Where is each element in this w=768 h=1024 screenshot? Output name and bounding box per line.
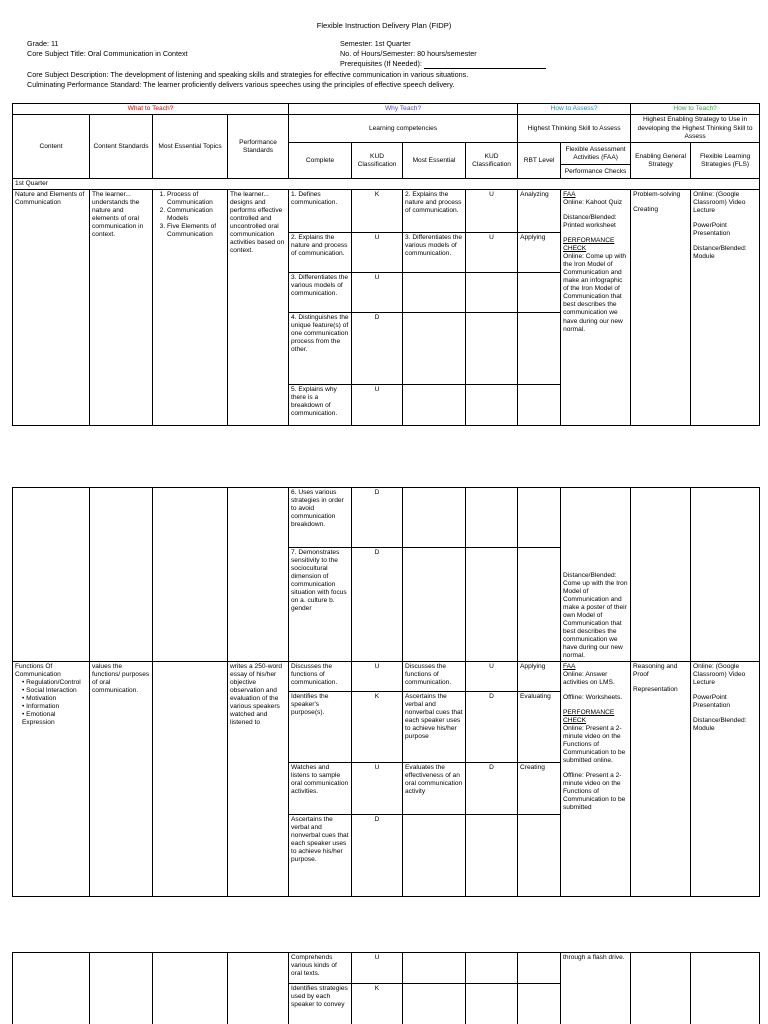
competency-complete: Discusses the functions of communication.: [289, 662, 352, 692]
empty-cell: [403, 548, 466, 662]
empty-cell: [403, 488, 466, 548]
unit2-content: [13, 662, 90, 897]
performance-check-label: PERFORMANCE CHECK: [563, 237, 615, 253]
header-most-essential: Most Essential: [403, 143, 466, 179]
empty-cell: [90, 953, 153, 1024]
fls-item: Distance/Blended: Module: [693, 245, 747, 261]
kud-value: K: [352, 692, 403, 763]
empty-cell: [153, 953, 228, 1024]
fls-item: PowerPoint Presentation: [693, 222, 731, 238]
competency-complete: 1. Defines communication.: [289, 190, 352, 233]
empty-cell: [518, 984, 561, 1024]
empty-cell: [631, 488, 691, 662]
competency-complete: Identifies the speaker's purpose(s).: [289, 692, 352, 763]
performance-check-label: PERFORMANCE CHECK: [563, 709, 615, 725]
empty-cell: [153, 662, 228, 897]
band-why: Why Teach?: [289, 104, 518, 115]
content-item: • Emotional Expression: [22, 711, 56, 727]
unit1-assessment: [561, 190, 631, 426]
header-learning-competencies: Learning competencies: [289, 115, 518, 143]
fidp-table-page3: [12, 952, 760, 1024]
kud-value: U: [352, 662, 403, 692]
empty-cell: [631, 953, 691, 1024]
unit1-content: Nature and Elements of Communication: [13, 190, 90, 426]
competency-essential: 2. Explains the nature and process of communication.: [403, 190, 466, 233]
header-highest-strategy: Highest Enabling Strategy to Use in developing the Highest Thinking Skill to Assess: [631, 115, 760, 143]
header-complete: Complete: [289, 143, 352, 179]
header-content: Content: [13, 115, 90, 179]
kud-value: U: [352, 953, 403, 984]
competency-complete: Watches and listens to sample oral communication activities.: [289, 763, 352, 815]
band-assess: How to Assess?: [518, 104, 631, 115]
topic-item: 2. Communication Models: [167, 207, 225, 223]
unit1-standard: The learner... understands the nature and elements of oral communication in context.: [90, 190, 153, 426]
core-subject-description: Core Subject Description: The development of listening and speaking skills and strategies for effective communication in various situations.: [27, 70, 469, 79]
kud-value: K: [352, 984, 403, 1024]
kud-value: D: [352, 488, 403, 548]
empty-cell: [466, 953, 518, 984]
content-item: • Regulation/Control: [22, 679, 81, 687]
unit1-performance: The learner... designs and performs effective controlled and uncontrolled oral communication activities based on context.: [228, 190, 289, 426]
fls-item: Distance/Blended: Module: [693, 717, 747, 733]
grade: Grade: 11: [27, 39, 59, 48]
faa-online: Online: Answer activities on LMS.: [563, 671, 615, 687]
document-title: Flexible Instruction Delivery Plan (FIDP): [316, 21, 452, 30]
rbt-level: Analyzing: [518, 190, 561, 233]
header-faa: Flexible Assessment Activities (FAA): [561, 143, 631, 165]
fls-item: PowerPoint Presentation: [693, 694, 731, 710]
competency-complete: 2. Explains the nature and process of communication.: [289, 233, 352, 273]
rbt-level: Applying: [518, 662, 561, 692]
competency-complete: Identifies strategies used by each speaker to convey: [289, 984, 352, 1024]
kud-value: U: [352, 385, 403, 426]
kud-value: K: [352, 190, 403, 233]
kud-value: D: [352, 815, 403, 897]
unit2-assessment: [561, 662, 631, 897]
competency-essential: [403, 385, 466, 426]
egs-item: Reasoning and Proof: [633, 663, 678, 679]
rbt-level: Applying: [518, 233, 561, 273]
empty-cell: [518, 548, 561, 662]
rbt-level: Evaluating: [518, 692, 561, 763]
header-performance-checks: Performance Checks: [561, 165, 631, 179]
empty-cell: [466, 984, 518, 1024]
fidp-table-page1: [12, 103, 760, 426]
quarter-label: 1st Quarter: [13, 179, 760, 190]
kud-value: D: [352, 548, 403, 662]
kud-value: [466, 273, 518, 313]
rbt-level: Creating: [518, 763, 561, 815]
empty-cell: [90, 488, 153, 662]
content-item: • Information: [22, 703, 60, 711]
faa-label: FAA: [563, 663, 576, 670]
competency-essential: Evaluates the effectiveness of an oral communication activity: [403, 763, 466, 815]
empty-cell: [403, 953, 466, 984]
hours-per-semester: No. of Hours/Semester: 80 hours/semester: [340, 49, 477, 58]
fidp-table-page2: [12, 487, 760, 897]
kud-value: U: [352, 233, 403, 273]
competency-essential: 3. Differentiates the various models of communication.: [403, 233, 466, 273]
header-egs: Enabling General Strategy: [631, 143, 691, 179]
header-highest-skill: Highest Thinking Skill to Assess: [518, 115, 631, 143]
competency-complete: 4. Distinguishes the unique feature(s) of one communication process from the other.: [289, 313, 352, 385]
empty-cell: [13, 488, 90, 662]
rbt-level: [518, 313, 561, 385]
content-item: • Social Interaction: [22, 687, 77, 695]
empty-cell: [466, 488, 518, 548]
performance-check-blended: Distance/Blended: Come up with the Iron Model of Communication and make a poster of their own Model of Communication that best describes the communication we have during our new normal.: [561, 488, 631, 662]
kud-value: [466, 385, 518, 426]
kud-value: D: [466, 692, 518, 763]
unit1-topics: [153, 190, 228, 426]
topic-item: 3. Five Elements of Communication: [167, 223, 225, 239]
band-what: What to Teach?: [13, 104, 289, 115]
kud-value: U: [466, 190, 518, 233]
empty-cell: [13, 953, 90, 1024]
competency-complete: Comprehends various kinds of oral texts.: [289, 953, 352, 984]
empty-cell: [466, 548, 518, 662]
competency-essential: Discusses the functions of communication.: [403, 662, 466, 692]
kud-value: [466, 815, 518, 897]
egs-item: Representation: [633, 686, 678, 694]
competency-complete: 5. Explains why there is a breakdown of communication.: [289, 385, 352, 426]
competency-complete: 3. Differentiates the various models of communication.: [289, 273, 352, 313]
culminating-standard: Culminating Performance Standard: The learner proficiently delivers various speeches using the principles of effective speech delivery.: [27, 80, 455, 89]
competency-essential: [403, 815, 466, 897]
kud-value: U: [466, 233, 518, 273]
unit1-egs: [631, 190, 691, 426]
unit2-content-title: Functions Of Communication: [15, 663, 61, 679]
rbt-level: [518, 815, 561, 897]
performance-check-online: Online: Come up with the Iron Model of Communication and make an infographic of the Iron Model of Communication that best describes the communication we have during our new normal.: [563, 253, 627, 333]
header-kud-2: KUD Classification: [466, 143, 518, 179]
header-rbt-level: RBT Level: [518, 143, 561, 179]
egs-item: Problem-solving: [633, 191, 681, 199]
competency-essential: [403, 273, 466, 313]
prerequisites: Prerequisites (If Needed):: [340, 60, 546, 69]
unit2-egs: [631, 662, 691, 897]
empty-cell: [518, 953, 561, 984]
kud-value: D: [466, 763, 518, 815]
header-kud: KUD Classification: [352, 143, 403, 179]
fls-item: Online: (Google Classroom) Video Lecture: [693, 191, 746, 215]
content-item: • Motivation: [22, 695, 57, 703]
page3-clip: [0, 950, 768, 1024]
performance-check-online: Online: Present a 2-minute video on the Functions of Communication to be submitted online.: [563, 725, 626, 765]
core-subject-title: Core Subject Title: Oral Communication in Context: [27, 49, 188, 58]
header-performance-standards: Performance Standards: [228, 115, 289, 179]
egs-item: Creating: [633, 206, 659, 214]
empty-cell: [518, 488, 561, 548]
unit2-standard: values the functions/ purposes of oral communication.: [90, 662, 153, 897]
header-content-standards: Content Standards: [90, 115, 153, 179]
empty-cell: [153, 488, 228, 662]
competency-essential: [403, 313, 466, 385]
performance-check-continued: through a flash drive.: [561, 953, 631, 1024]
kud-value: [466, 313, 518, 385]
unit2-performance: writes a 250-word essay of his/her objective observation and evaluation of the various speakers watched and listened to: [228, 662, 289, 897]
empty-cell: [228, 488, 289, 662]
unit2-fls: [691, 662, 760, 897]
empty-cell: [691, 488, 760, 662]
rbt-level: [518, 385, 561, 426]
kud-value: U: [466, 662, 518, 692]
band-teach: How to Teach?: [631, 104, 760, 115]
header-topics: Most Essential Topics: [153, 115, 228, 179]
faa-offline: Offline: Worksheets.: [563, 694, 623, 702]
competency-complete: Ascertains the verbal and nonverbal cues that each speaker uses to achieve his/her purpose.: [289, 815, 352, 897]
semester: Semester: 1st Quarter: [340, 39, 411, 48]
empty-cell: [403, 984, 466, 1024]
performance-check-offline: Offline: Present a 2-minute video on the Functions of Communication to be submitted: [563, 772, 626, 812]
header-fls: Flexible Learning Strategies (FLS): [691, 143, 760, 179]
empty-cell: [228, 953, 289, 1024]
empty-cell: [691, 953, 760, 1024]
competency-essential: Ascertains the verbal and nonverbal cues that each speaker uses to achieve his/her purpose: [403, 692, 466, 763]
competency-complete: 6. Uses various strategies in order to avoid communication breakdown.: [289, 488, 352, 548]
competency-complete: 7. Demonstrates sensitivity to the sociocultural dimension of communication situation with focus on a. culture b. gender: [289, 548, 352, 662]
topic-item: 1. Process of Communication: [167, 191, 225, 207]
fls-item: Online: (Google Classroom) Video Lecture: [693, 663, 746, 687]
kud-value: U: [352, 763, 403, 815]
kud-value: D: [352, 313, 403, 385]
faa-blended: Distance/Blended: Printed worksheet: [563, 214, 617, 230]
faa-label: FAA: [563, 191, 576, 199]
rbt-level: [518, 273, 561, 313]
kud-value: U: [352, 273, 403, 313]
unit1-fls: [691, 190, 760, 426]
faa-online: Online: Kahoot Quiz: [563, 199, 623, 207]
